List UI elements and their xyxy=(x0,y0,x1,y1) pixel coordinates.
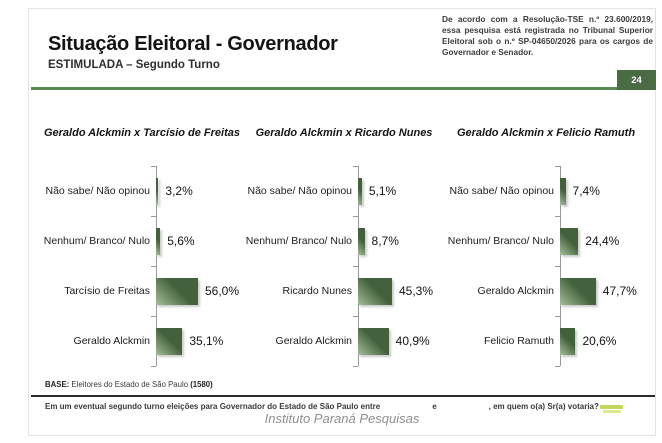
chart-row xyxy=(241,266,447,316)
value-label: 45,3% xyxy=(398,284,433,298)
page-number-badge: 24 xyxy=(617,70,656,90)
panel-title: Geraldo Alckmin x Ricardo Nunes xyxy=(255,127,433,139)
survey-question xyxy=(45,402,599,411)
category-label: Felicio Ramuth xyxy=(483,335,554,347)
chart-panel-nunes xyxy=(241,127,447,377)
chart-panel-ramuth xyxy=(443,127,649,377)
category-label: Geraldo Alckmin xyxy=(73,335,150,347)
axis-tick xyxy=(151,216,156,217)
category-label: Não sabe/ Não opinou xyxy=(45,185,150,197)
footer-divider xyxy=(31,395,655,397)
value-label: 40,9% xyxy=(395,334,430,348)
panel-title: Geraldo Alckmin x Felicio Ramuth xyxy=(456,127,636,139)
category-label: Nenhum/ Branco/ Nulo xyxy=(245,235,352,247)
category-label: Não sabe/ Não opinou xyxy=(449,185,554,197)
value-label: 20,6% xyxy=(582,334,617,348)
panel-rows xyxy=(443,166,649,366)
bar xyxy=(358,328,389,355)
axis-tick xyxy=(555,316,560,317)
base-label: BASE: xyxy=(45,380,70,389)
question-part2: , em quem o(a) Sr(a) votaria? xyxy=(488,402,599,411)
bar xyxy=(358,228,365,255)
base-note xyxy=(45,380,213,389)
page-subtitle: ESTIMULADA – Segundo Turno xyxy=(48,59,220,71)
category-label: Ricardo Nunes xyxy=(282,285,352,297)
category-label: Geraldo Alckmin xyxy=(275,335,352,347)
chart-row xyxy=(241,316,447,366)
institute-caption: Instituto Paraná Pesquisas xyxy=(264,411,420,426)
axis-tick xyxy=(353,216,358,217)
axis-tick xyxy=(555,166,560,167)
chart-row xyxy=(443,216,649,266)
value-label: 8,7% xyxy=(371,234,399,248)
category-label: Nenhum/ Branco/ Nulo xyxy=(447,235,554,247)
chart-row xyxy=(39,266,245,316)
legal-note: De acordo com a Resolução-TSE n.º 23.600/2019, essa pesquisa está registrada no Tribunal Superior Eleitoral sob o n.º SP-04650/2026 para os cargos de Governador e Senador. xyxy=(442,14,653,57)
value-label: 3,2% xyxy=(165,184,193,198)
base-count: (1580) xyxy=(190,380,213,389)
value-label: 24,4% xyxy=(585,234,620,248)
base-text: Eleitores do Estado de São Paulo xyxy=(69,380,191,389)
value-label: 5,1% xyxy=(368,184,397,198)
logo-dash-icon xyxy=(600,405,623,409)
panel-rows xyxy=(39,166,245,366)
panel-rows xyxy=(241,166,447,366)
chart-row xyxy=(443,266,649,316)
axis-tick xyxy=(353,366,358,367)
category-label: Geraldo Alckmin xyxy=(477,285,554,297)
bar xyxy=(358,278,392,305)
value-label: 47,7% xyxy=(602,284,637,298)
question-connector: e xyxy=(432,402,437,411)
axis-tick xyxy=(151,316,156,317)
bar xyxy=(156,328,182,355)
chart-row xyxy=(443,316,649,366)
page-title: Situação Eleitoral - Governador xyxy=(48,33,338,55)
header-divider xyxy=(31,87,617,90)
chart-row xyxy=(241,216,447,266)
panel-title: Geraldo Alckmin x Tarcísio de Freitas xyxy=(43,127,241,139)
question-part1: Em um eventual segundo turno eleições para Governador do Estado de São Paulo entre xyxy=(45,402,381,411)
category-label: Nenhum/ Branco/ Nulo xyxy=(43,235,150,247)
category-label: Tarcísio de Freitas xyxy=(64,285,150,297)
category-label: Não sabe/ Não opinou xyxy=(247,185,352,197)
axis-tick xyxy=(353,166,358,167)
bar xyxy=(560,178,566,205)
axis-tick xyxy=(555,366,560,367)
bar xyxy=(560,228,578,255)
value-label: 5,6% xyxy=(167,234,195,248)
axis-tick xyxy=(353,266,358,267)
chart-row xyxy=(39,166,245,216)
value-label: 7,4% xyxy=(572,184,600,198)
value-label: 35,1% xyxy=(189,334,224,348)
chart-row xyxy=(39,216,245,266)
bar xyxy=(156,228,160,255)
bar xyxy=(560,278,596,305)
bar xyxy=(358,178,362,205)
chart-row xyxy=(443,166,649,216)
axis-tick xyxy=(555,216,560,217)
axis-tick xyxy=(353,316,358,317)
axis-tick xyxy=(151,266,156,267)
axis-tick xyxy=(555,266,560,267)
bar xyxy=(560,328,575,355)
slide xyxy=(28,8,656,436)
axis-tick xyxy=(151,166,156,167)
value-label: 56,0% xyxy=(205,284,240,298)
chart-row xyxy=(241,166,447,216)
bar xyxy=(156,278,198,305)
chart-panel-tarcisio xyxy=(39,127,245,377)
chart-row xyxy=(39,316,245,366)
bar xyxy=(156,178,158,205)
axis-tick xyxy=(151,366,156,367)
